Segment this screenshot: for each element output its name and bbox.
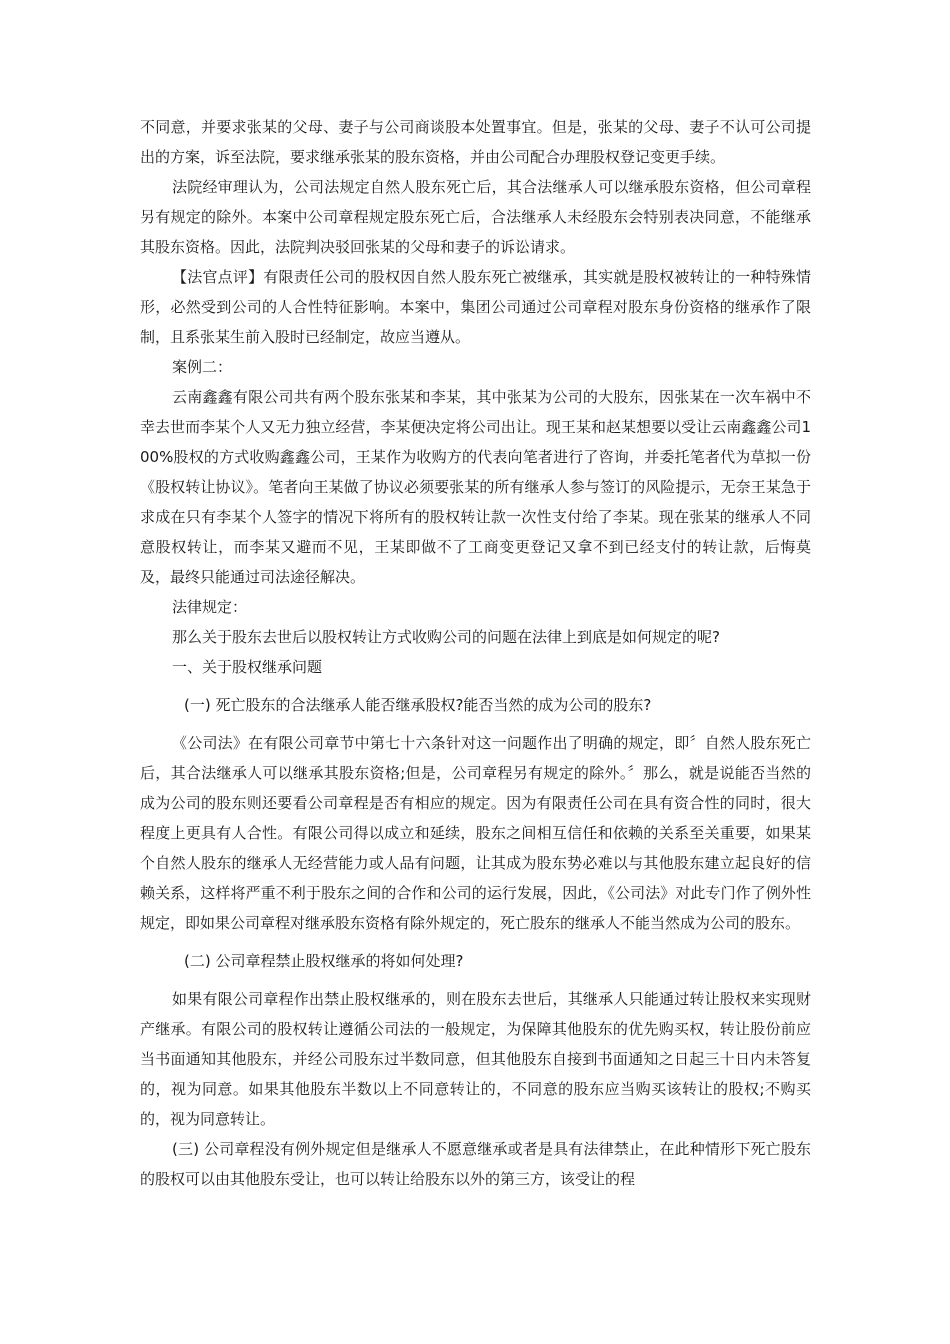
paragraph-question: 那么关于股东去世后以股权转让方式收购公司的问题在法律上到底是如何规定的呢?	[172, 628, 720, 646]
subheading-two: (二) 公司章程禁止股权继承的将如何处理?	[184, 952, 464, 970]
paragraph-court-ruling: 法院经审理认为，公司法规定自然人股东死亡后，其合法继承人可以继承股东资格，但公司章程另有规定的除外。本案中公司章程规定股东死亡后，合法继承人未经股东会特别表决同意，不能继承其股东资格。因此，法院判决驳回张某的父母和妻子的诉讼请求。	[140, 178, 811, 256]
paragraph-prohibited-inheritance: 如果有限公司章程作出禁止股权继承的，则在股东去世后，其继承人只能通过转让股权来实现财产继承。有限公司的股权转让遵循公司法的一般规定，为保障其他股东的优先购买权，转让股份前应当书面通知其他股东，并经公司股东过半数同意，但其他股东自接到书面通知之日起三十日内未答复的，视为同意。如果其他股东半数以上不同意转让的，不同意的股东应当购买该转让的股权;不购买的，视为同意转让。	[140, 990, 811, 1128]
subheading-three: (三) 公司章程没有例外规定但是继承人不愿意继承或者是具有法律禁止，在此种情形下死亡股东的股权可以由其他股东受让，也可以转让给股东以外的第三方，该受让的程	[140, 1140, 811, 1188]
heading-legal-provisions: 法律规定：	[172, 598, 248, 616]
paragraph-continuation: 不同意，并要求张某的父母、妻子与公司商谈股本处置事宜。但是，张某的父母、妻子不认可公司提出的方案，诉至法院，要求继承张某的股东资格，并由公司配合办理股权登记变更手续。	[140, 118, 811, 166]
subheading-one: (一) 死亡股东的合法继承人能否继承股权?能否当然的成为公司的股东?	[184, 696, 652, 714]
heading-section-one: 一、关于股权继承问题	[172, 658, 323, 676]
heading-case-two: 案例二：	[172, 358, 233, 376]
document-body	[140, 112, 811, 1194]
paragraph-case-two: 云南鑫鑫有限公司共有两个股东张某和李某，其中张某为公司的大股东，因张某在一次车祸中不幸去世而李某个人又无力独立经营，李某便决定将公司出让。现王某和赵某想要以受让云南鑫鑫公司100%股权的方式收购鑫鑫公司，王某作为收购方的代表向笔者进行了咨询，并委托笔者代为草拟一份《股权转让协议》。笔者向王某做了协议必须要张某的所有继承人参与签订的风险提示，无奈王某急于求成在只有李某个人签字的情况下将所有的股权转让款一次性支付给了李某。现在张某的继承人不同意股权转让，而李某又避而不见，王某即做不了工商变更登记又拿不到已经支付的转让款，后悔莫及，最终只能通过司法途径解决。	[140, 388, 811, 586]
paragraph-judge-comment: 【法官点评】有限责任公司的股权因自然人股东死亡被继承，其实就是股权被转让的一种特殊情形，必然受到公司的人合性特征影响。本案中，集团公司通过公司章程对股东身份资格的继承作了限制，且系张某生前入股时已经制定，故应当遵从。	[140, 268, 811, 346]
paragraph-company-law: 《公司法》在有限公司章节中第七十六条针对这一问题作出了明确的规定，即〞自然人股东死亡后，其合法继承人可以继承其股东资格;但是，公司章程另有规定的除外。〞那么，就是说能否当然的成为公司的股东则还要看公司章程是否有相应的规定。因为有限责任公司在具有资合性的同时，很大程度上更具有人合性。有限公司得以成立和延续，股东之间相互信任和依赖的关系至关重要，如果某个自然人股东的继承人无经营能力或人品有问题，让其成为股东势必难以与其他股东建立起良好的信赖关系，这样将严重不利于股东之间的合作和公司的运行发展，因此，《公司法》对此专门作了例外性规定，即如果公司章程对继承股东资格有除外规定的，死亡股东的继承人不能当然成为公司的股东。	[140, 734, 811, 932]
